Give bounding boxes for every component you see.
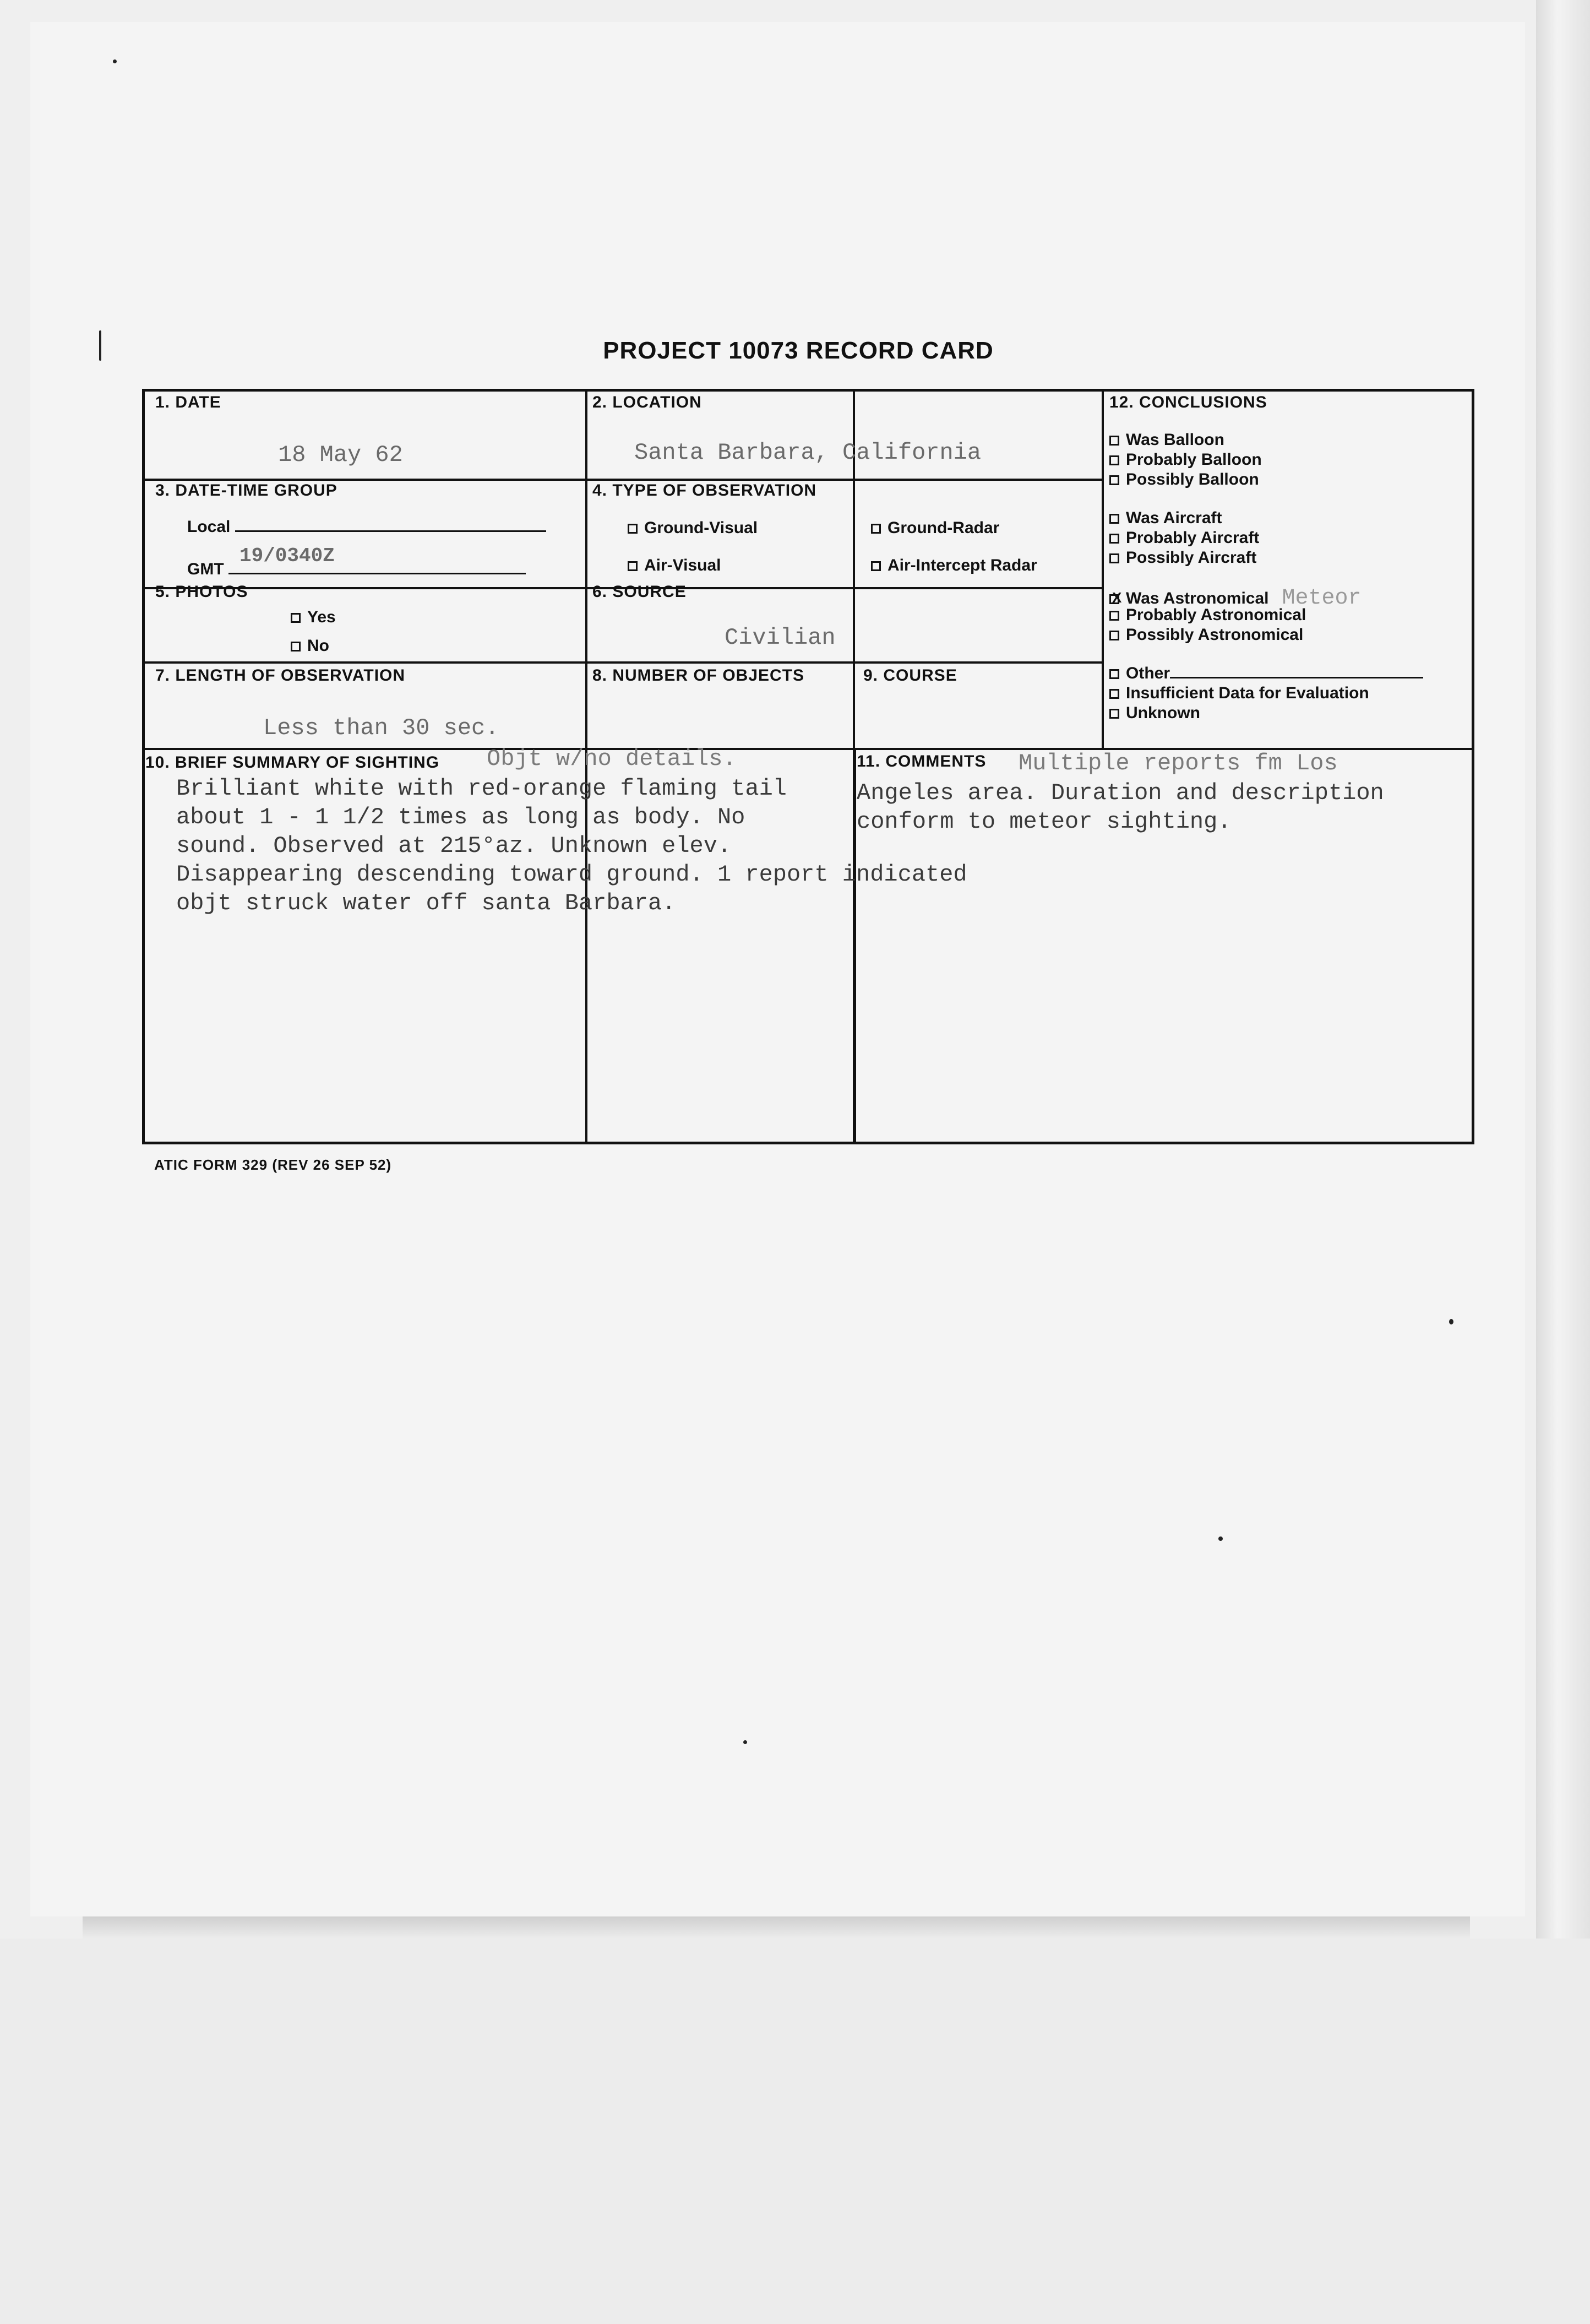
astronomical-note: Meteor (1282, 586, 1362, 611)
comments-label: 11. COMMENTS (857, 752, 987, 770)
gmt-value: 19/0340Z (239, 545, 335, 567)
option-label: Air-Intercept Radar (887, 556, 1037, 574)
summary-line: Disappearing descending toward ground. 1 report indicated (176, 861, 967, 888)
checkbox-icon (1109, 631, 1119, 640)
scan-speck (1218, 1536, 1223, 1541)
gmt-field (228, 545, 526, 574)
date-time-group-label: 3. DATE-TIME GROUP (155, 481, 337, 499)
checkbox-icon (628, 524, 638, 534)
option-label: Air-Visual (644, 556, 721, 574)
option-label: No (307, 637, 329, 655)
conclusion-possibly-balloon (1109, 470, 1259, 489)
photos-no (291, 637, 329, 655)
length-of-observation-label: 7. LENGTH OF OBSERVATION (155, 666, 406, 685)
scan-speck (1449, 1319, 1453, 1324)
source-label: 6. SOURCE (592, 583, 687, 601)
conclusion-probably-balloon (1109, 450, 1262, 469)
conclusion-label: Probably Balloon (1126, 450, 1262, 469)
local-row (187, 518, 546, 536)
card-title: PROJECT 10073 RECORD CARD (603, 337, 994, 364)
checkbox-icon (1109, 689, 1119, 699)
conclusion-unknown (1109, 704, 1200, 723)
conclusion-label: Other (1126, 664, 1170, 682)
date-label: 1. DATE (155, 393, 221, 411)
conclusion-label: Probably Astronomical (1126, 606, 1306, 624)
form-footer: ATIC FORM 329 (REV 26 SEP 52) (154, 1156, 392, 1173)
date-value: 18 May 62 (278, 442, 403, 468)
option-ground-radar (871, 519, 999, 537)
checked-checkbox-icon (1109, 594, 1119, 604)
checkbox-icon (871, 561, 881, 571)
gmt-row (187, 545, 526, 579)
location-label: 2. LOCATION (592, 393, 702, 411)
conclusion-other (1109, 664, 1423, 683)
conclusion-was-aircraft (1109, 509, 1222, 528)
conclusion-label: Possibly Aircraft (1126, 549, 1257, 567)
location-value: Santa Barbara, California (634, 439, 982, 466)
conclusion-label: Was Astronomical (1126, 589, 1269, 607)
paper-shadow (83, 1916, 1470, 1939)
checkbox-icon (1109, 669, 1119, 679)
course-label: 9. COURSE (863, 666, 957, 685)
conclusion-insufficient-data (1109, 684, 1369, 703)
conclusion-label: Probably Aircraft (1126, 529, 1260, 547)
source-value: Civilian (725, 625, 836, 651)
option-label: Ground-Visual (644, 519, 758, 537)
conclusion-label: Was Aircraft (1126, 509, 1222, 527)
comment-line: Angeles area. Duration and description (857, 780, 1384, 806)
conclusion-was-balloon (1109, 431, 1224, 449)
conclusion-probably-astronomical (1109, 606, 1306, 625)
other-field (1170, 677, 1423, 678)
conclusion-label: Unknown (1126, 704, 1200, 722)
local-field (235, 530, 546, 532)
option-air-visual (628, 556, 721, 575)
conclusion-possibly-astronomical (1109, 626, 1303, 644)
option-ground-visual (628, 519, 758, 537)
divider (853, 663, 855, 751)
checkbox-icon (1109, 553, 1119, 563)
divider (854, 750, 856, 1142)
conclusion-label: Insufficient Data for Evaluation (1126, 684, 1369, 702)
checkbox-icon (1109, 534, 1119, 544)
conclusions-label: 12. CONCLUSIONS (1109, 393, 1267, 411)
option-air-intercept-radar (871, 556, 1037, 575)
photos-label: 5. PHOTOS (155, 583, 248, 601)
summary-line: Brilliant white with red-orange flaming tail (176, 775, 787, 802)
conclusion-possibly-aircraft (1109, 549, 1256, 567)
summary-label: 10. BRIEF SUMMARY OF SIGHTING (145, 753, 440, 772)
checkbox-icon (1109, 514, 1119, 524)
summary-line: objt struck water off santa Barbara. (176, 890, 676, 916)
gmt-label: GMT (187, 560, 224, 578)
checkbox-icon (1109, 436, 1119, 446)
checkbox-icon (628, 561, 638, 571)
type-of-observation-label: 4. TYPE OF OBSERVATION (592, 481, 817, 499)
checkbox-icon (871, 524, 881, 534)
conclusion-label: Possibly Balloon (1126, 470, 1259, 488)
conclusion-label: Was Balloon (1126, 431, 1224, 449)
checkbox-icon (1109, 709, 1119, 719)
conclusion-probably-aircraft (1109, 529, 1259, 547)
divider (145, 479, 1103, 481)
checkbox-icon (291, 613, 301, 623)
conclusion-label: Possibly Astronomical (1126, 626, 1304, 644)
checkbox-icon (1109, 611, 1119, 621)
divider (1102, 392, 1104, 750)
divider (145, 661, 1103, 664)
scan-speck (743, 1740, 747, 1744)
comment-line: Multiple reports fm Los (1019, 750, 1338, 777)
scan-speck (113, 59, 117, 63)
summary-line: about 1 - 1 1/2 times as long as body. No (176, 804, 745, 830)
option-label: Yes (307, 608, 336, 626)
summary-line: sound. Observed at 215°az. Unknown elev. (176, 833, 732, 859)
scan-speck (99, 330, 101, 361)
comment-line: conform to meteor sighting. (857, 808, 1232, 835)
summary-line: Objt w/no details. (487, 746, 737, 772)
checkbox-icon (291, 642, 301, 651)
number-of-objects-label: 8. NUMBER OF OBJECTS (592, 666, 805, 685)
scan-background (0, 1939, 1590, 2324)
checkbox-icon (1109, 475, 1119, 485)
option-label: Ground-Radar (887, 519, 1000, 537)
local-label: Local (187, 518, 231, 536)
length-of-observation-value: Less than 30 sec. (263, 715, 499, 741)
photos-yes (291, 608, 336, 627)
checkbox-icon (1109, 455, 1119, 465)
